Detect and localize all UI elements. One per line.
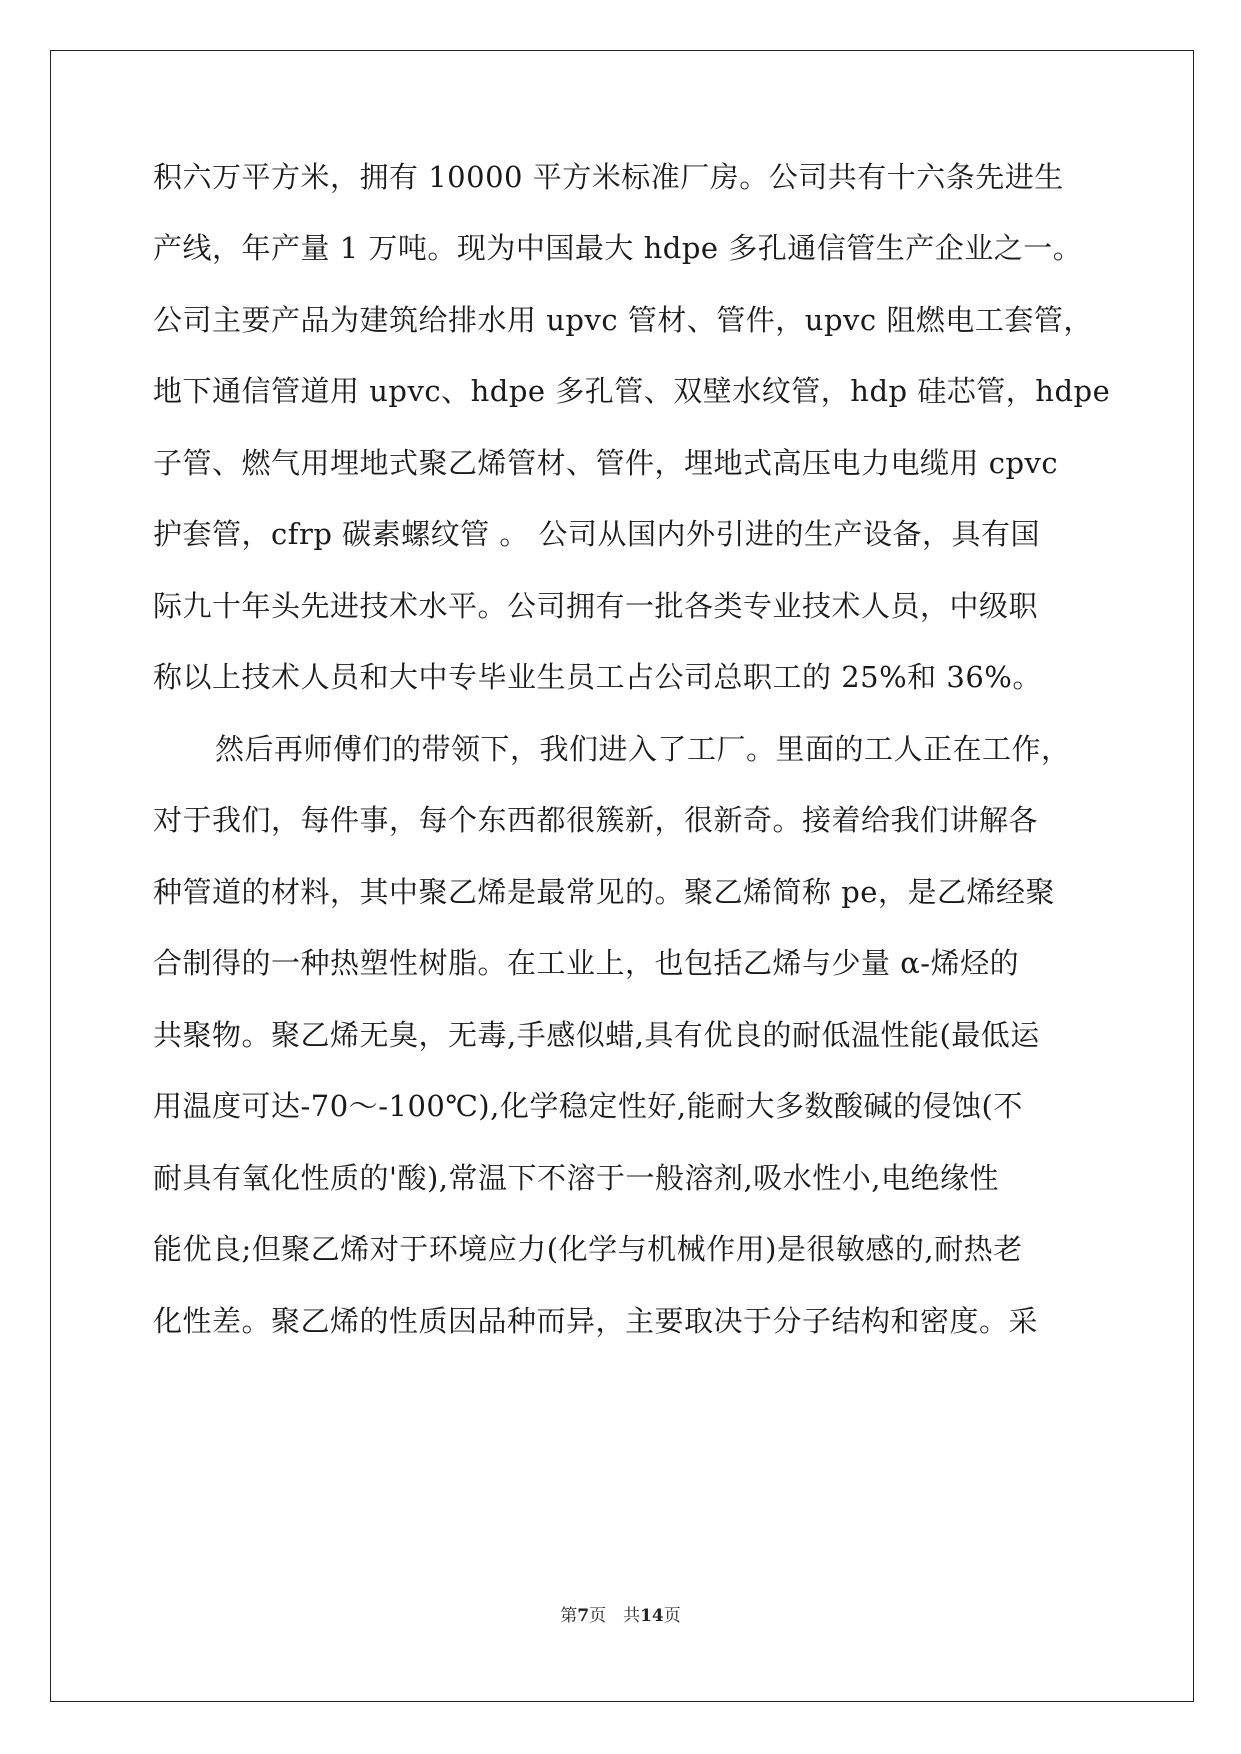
text-line-5: 子管、燃气用埋地式聚乙烯管材、管件，埋地式高压电力电缆用 cpvc [153,446,1059,480]
footer-mid: 页 共 [589,1606,641,1626]
text-line-1: 积六万平方米，拥有 10000 平方米标准厂房。公司共有十六条先进生 [153,160,1064,194]
footer-suffix: 页 [663,1606,681,1626]
text-line-11: 种管道的材料，其中聚乙烯是最常见的。聚乙烯简称 pe，是乙烯经聚 [153,875,1055,909]
text-line-4: 地下通信管道用 upvc、hdpe 多孔管、双壁水纹管，hdp 硅芯管，hdpe [153,374,1111,408]
text-line-6: 护套管，cfrp 碳素螺纹管 。 公司从国内外引进的生产设备，具有国 [153,517,1041,551]
text-line-2: 产线，年产量 1 万吨。现为中国最大 hdpe 多孔通信管生产企业之一。 [153,231,1083,265]
text-line-14: 用温度可达-70～-100℃),化学稳定性好,能耐大多数酸碱的侵蚀(不 [153,1089,1023,1123]
text-line-3: 公司主要产品为建筑给排水用 upvc 管材、管件，upvc 阻燃电工套管， [153,303,1093,337]
page-footer [0,1601,1241,1626]
text-line-17: 化性差。聚乙烯的性质因品种而异，主要取决于分子结构和密度。采 [153,1304,1039,1338]
text-line-10: 对于我们，每件事，每个东西都很簇新，很新奇。接着给我们讲解各 [153,803,1039,837]
total-page-number: 14 [640,1606,664,1626]
text-line-8: 称以上技术人员和大中专毕业生员工占公司总职工的 25%和 36%。 [153,660,1042,694]
text-line-12: 合制得的一种热塑性树脂。在工业上，也包括乙烯与少量 α-烯烃的 [153,946,1020,980]
text-line-16: 能优良;但聚乙烯对于环境应力(化学与机械作用)是很敏感的,耐热老 [153,1232,1023,1266]
footer-prefix: 第 [560,1606,578,1626]
text-line-9: 然后再师傅们的带领下，我们进入了工厂。里面的工人正在工作， [215,732,1071,766]
text-line-7: 际九十年头先进技术水平。公司拥有一批各类专业技术人员，中级职 [153,589,1039,623]
current-page-number: 7 [577,1606,590,1626]
text-line-15: 耐具有氧化性质的'酸),常温下不溶于一般溶剂,吸水性小,电绝缘性 [153,1161,999,1195]
text-line-13: 共聚物。聚乙烯无臭，无毒,手感似蜡,具有优良的耐低温性能(最低运 [153,1018,1040,1052]
